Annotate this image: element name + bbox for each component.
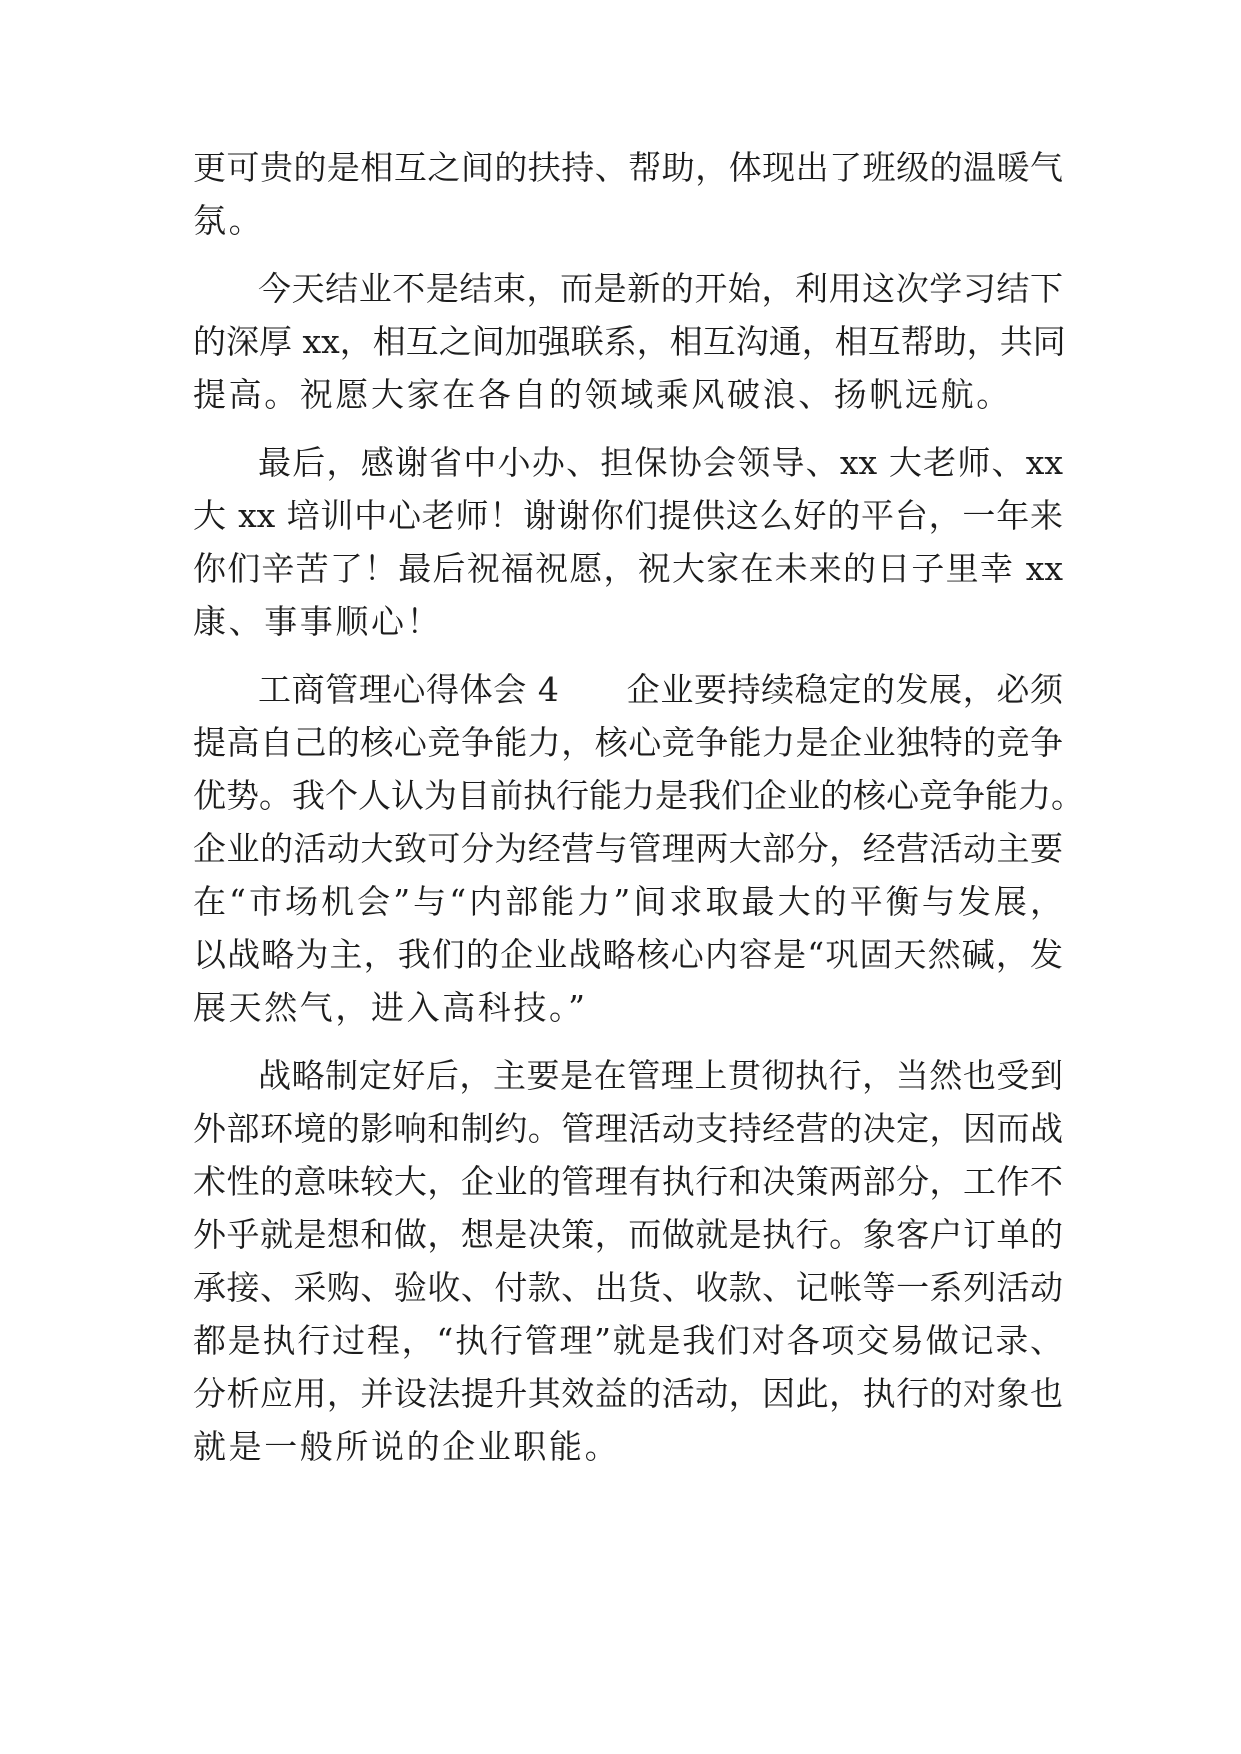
text-line: 术性的意味较大，企业的管理有执行和决策两部分，工作不	[193, 1162, 1063, 1201]
text-line: 就是一般所说的企业职能。	[193, 1427, 621, 1466]
text-line: 外乎就是想和做，想是决策，而做就是执行。象客户订单的	[193, 1215, 1063, 1254]
text-line: 更可贵的是相互之间的扶持、帮助，体现出了班级的温暖气	[193, 148, 1063, 187]
text-line: 在“市场机会”与“内部能力”间求取最大的平衡与发展，	[193, 882, 1063, 921]
text-line: 氛。	[193, 201, 265, 240]
text-line: 大 xx 培训中心老师！谢谢你们提供这么好的平台，一年来	[193, 496, 1063, 535]
text-line: 展天然气，进入高科技。”	[193, 988, 588, 1027]
text-line: 的深厚 xx，相互之间加强联系，相互沟通，相互帮助，共同	[193, 322, 1066, 361]
text-line: 提高。祝愿大家在各自的领域乘风破浪、扬帆远航。	[193, 375, 1012, 414]
text-line: 康、事事顺心！	[193, 602, 443, 641]
text-line: 提高自己的核心竞争能力，核心竞争能力是企业独特的竞争	[193, 723, 1063, 762]
text-line: 企业的活动大致可分为经营与管理两大部分，经营活动主要	[193, 829, 1063, 868]
text-line: 外部环境的影响和制约。管理活动支持经营的决定，因而战	[193, 1109, 1063, 1148]
text-line: 工商管理心得体会 4 企业要持续稳定的发展，必须	[258, 670, 1063, 709]
text-line: 最后，感谢省中小办、担保协会领导、xx 大老师、xx	[258, 443, 1063, 482]
text-line: 优势。我个人认为目前执行能力是我们企业的核心竞争能力。	[193, 776, 1084, 815]
text-line: 承接、采购、验收、付款、出货、收款、记帐等一系列活动	[193, 1268, 1063, 1307]
text-line: 分析应用，并设法提升其效益的活动，因此，执行的对象也	[193, 1374, 1063, 1413]
text-line: 以战略为主，我们的企业战略核心内容是“巩固天然碱，发	[193, 935, 1063, 974]
text-line: 战略制定好后，主要是在管理上贯彻执行，当然也受到	[258, 1056, 1063, 1095]
text-line: 你们辛苦了！最后祝福祝愿，祝大家在未来的日子里幸 xx	[193, 549, 1063, 588]
text-line: 今天结业不是结束，而是新的开始，利用这次学习结下	[258, 269, 1063, 308]
text-line: 都是执行过程，“执行管理”就是我们对各项交易做记录、	[193, 1321, 1063, 1360]
